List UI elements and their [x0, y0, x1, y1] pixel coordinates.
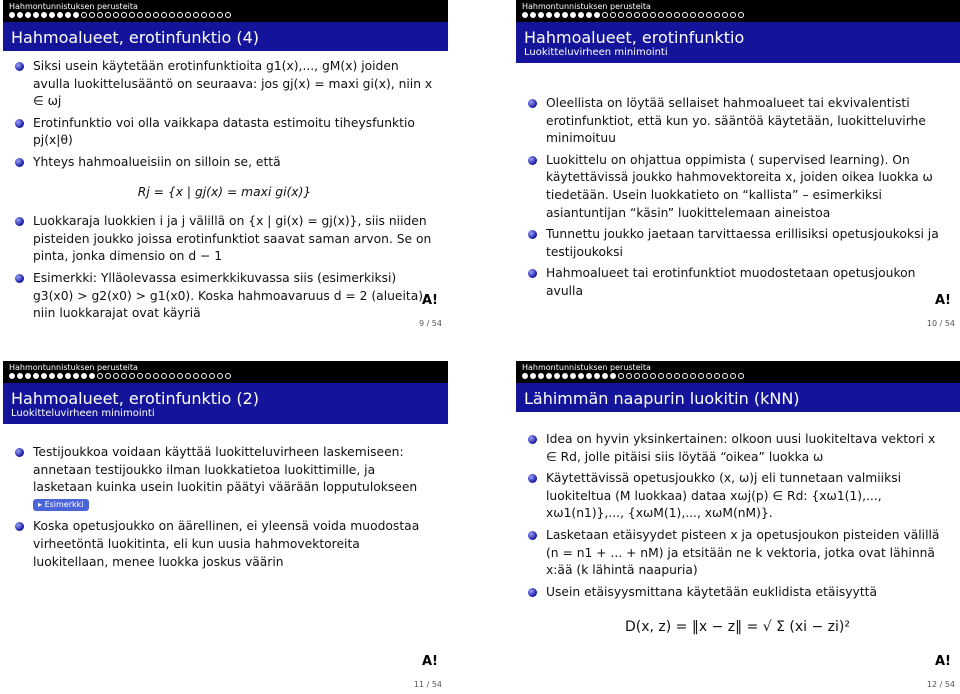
bullet-icon [528, 230, 537, 239]
progress-dot [722, 12, 728, 18]
bullet-icon [528, 99, 537, 108]
progress-dot [546, 12, 552, 18]
bullet-item [526, 265, 949, 300]
progress-dot [658, 373, 664, 379]
progress-dot [25, 373, 31, 379]
progress-dot [17, 12, 23, 18]
bullet-item [13, 270, 436, 323]
aalto-logo: A! [422, 654, 438, 669]
progress-dot [217, 12, 223, 18]
progress-dot [49, 12, 55, 18]
progress-dot [81, 373, 87, 379]
progress-dot [57, 12, 63, 18]
progress-dot [690, 12, 696, 18]
progress-dot [586, 373, 592, 379]
progress-dot [33, 12, 39, 18]
example-link-button[interactable]: ▸ Esimerkki [33, 499, 89, 511]
progress-dots [9, 12, 231, 18]
progress-dot [33, 373, 39, 379]
progress-dot [594, 12, 600, 18]
bullet-item [13, 444, 436, 514]
bullet-text: Hahmoalueet tai erotinfunktiot muodostetaan opetusjoukon avulla [546, 266, 916, 298]
bullet-text: Testijoukkoa voidaan käyttää luokitteluvirheen laskemiseen: annetaan testijoukko ilman luokkatietoa luokittimille, ja lasketaan kuinka usein luokitin päätyi väärään lopputulokseen [33, 445, 418, 495]
progress-dot [666, 12, 672, 18]
progress-dot [698, 373, 704, 379]
progress-dot [538, 373, 544, 379]
progress-dots [9, 373, 231, 379]
progress-dot [73, 12, 79, 18]
progress-dot [209, 12, 215, 18]
progress-dot [626, 373, 632, 379]
progress-dot [153, 373, 159, 379]
progress-dot [89, 12, 95, 18]
progress-dot [730, 12, 736, 18]
progress-dot [209, 373, 215, 379]
page-number: 11 / 54 [413, 680, 442, 689]
progress-dot [682, 373, 688, 379]
slide-header [3, 361, 448, 383]
progress-dot [137, 12, 143, 18]
progress-dot [602, 12, 608, 18]
slide-title-bar [516, 22, 960, 63]
progress-dot [9, 373, 15, 379]
progress-dot [522, 12, 528, 18]
progress-dot [626, 12, 632, 18]
progress-dot [650, 12, 656, 18]
slide-title-bar [516, 383, 960, 412]
bullet-item [526, 431, 949, 466]
bullet-icon [15, 158, 24, 167]
bullet-icon [15, 274, 24, 283]
progress-dot [522, 373, 528, 379]
progress-dot [225, 373, 231, 379]
bullet-icon [15, 217, 24, 226]
progress-dot [169, 373, 175, 379]
progress-dot [113, 12, 119, 18]
progress-dot [65, 373, 71, 379]
progress-dot [145, 373, 151, 379]
slide-subtitle: Luokitteluvirheen minimointi [524, 47, 668, 58]
slide-header [516, 0, 960, 22]
course-title: Hahmontunnistuksen perusteita [9, 363, 138, 372]
bullet-item [526, 584, 949, 602]
aalto-logo: A! [935, 654, 951, 669]
progress-dot [9, 12, 15, 18]
bullet-text: Erotinfunktio voi olla vaikkapa datasta estimoitu tiheysfunktio pj(x|θ) [33, 115, 415, 148]
progress-dot [666, 373, 672, 379]
progress-dot [690, 373, 696, 379]
bullet-item [13, 213, 436, 266]
bullet-item [526, 152, 949, 222]
bullet-icon [528, 269, 537, 278]
progress-dot [714, 373, 720, 379]
progress-dot [658, 12, 664, 18]
slide-title: Lähimmän naapurin luokitin (kNN) [524, 389, 800, 408]
progress-dot [674, 373, 680, 379]
slide-subtitle: Luokitteluvirheen minimointi [11, 408, 155, 419]
bullet-text: Oleellista on löytää sellaiset hahmoalueet tai ekvivalentisti erotinfunktiot, että kun yo. sääntöä käytetään, luokitteluvirhe minimoituu [546, 96, 926, 146]
progress-dot [674, 12, 680, 18]
bullet-item [526, 470, 949, 523]
progress-dot [562, 12, 568, 18]
progress-dot [177, 373, 183, 379]
bullet-icon [528, 435, 537, 444]
progress-dot [650, 373, 656, 379]
progress-dot [722, 373, 728, 379]
progress-dot [193, 373, 199, 379]
bullet-icon [528, 531, 537, 540]
progress-dot [618, 12, 624, 18]
bullet-text: Siksi usein käytetään erotinfunktioita g1(x),..., gM(x) joiden avulla luokittelusääntö on seuraava: jos gj(x) = maxi gi(x), niin x ∈ ωj [33, 59, 433, 109]
progress-dot [562, 373, 568, 379]
progress-dot [530, 373, 536, 379]
bullet-text: Koska opetusjoukko on äärellinen, ei yleensä voida muodostaa virheetöntä luokitinta, eli kun uusia hahmovektoreita luokitellaan, menee luokka joskus väärin [33, 519, 420, 569]
bullet-text: Käytettävissä opetusjoukko (x, ω)j eli tunnetaan valmiiksi luokiteltua (M luokkaa) dataa xωj(p) ∈ Rd: {xω1(1),..., xω1(n1)},..., {xωM(1),..., xωM(nM)}. [546, 471, 902, 521]
progress-dot [73, 373, 79, 379]
bullet-icon [528, 474, 537, 483]
progress-dot [121, 12, 127, 18]
progress-dot [602, 373, 608, 379]
progress-dot [530, 12, 536, 18]
progress-dot [642, 373, 648, 379]
slide-content [526, 431, 949, 637]
progress-dot [145, 12, 151, 18]
progress-dot [25, 12, 31, 18]
progress-dot [706, 12, 712, 18]
slide-header [516, 361, 960, 383]
progress-dot [97, 373, 103, 379]
progress-dot [41, 373, 47, 379]
slide-12 [516, 361, 960, 691]
progress-dot [153, 12, 159, 18]
page-number: 9 / 54 [418, 319, 442, 328]
slide-title: Hahmoalueet, erotinfunktio (4) [11, 28, 260, 47]
bullet-text: Tunnettu joukko jaetaan tarvittaessa erillisiksi opetusjoukoksi ja testijoukoksi [546, 227, 939, 259]
progress-dot [642, 12, 648, 18]
progress-dot [41, 12, 47, 18]
bullet-item [13, 58, 436, 111]
course-title: Hahmontunnistuksen perusteita [522, 2, 651, 11]
slide-content [13, 444, 436, 575]
progress-dot [105, 373, 111, 379]
progress-dot [538, 12, 544, 18]
bullet-item [13, 518, 436, 571]
progress-dots [522, 12, 744, 18]
aalto-logo: A! [422, 293, 438, 308]
progress-dot [57, 373, 63, 379]
progress-dot [89, 373, 95, 379]
bullet-item [13, 154, 436, 172]
progress-dot [554, 373, 560, 379]
progress-dot [578, 373, 584, 379]
slide-title: Hahmoalueet, erotinfunktio (2) [11, 389, 260, 408]
bullet-item [13, 115, 436, 150]
progress-dot [738, 12, 744, 18]
progress-dot [129, 12, 135, 18]
slide-content [13, 58, 436, 327]
progress-dot [634, 12, 640, 18]
progress-dot [554, 12, 560, 18]
page-number: 10 / 54 [926, 319, 955, 328]
progress-dot [65, 12, 71, 18]
bullet-text: Luokittelu on ohjattua oppimista ( supervised learning). On käytettävissä joukko hahmovektoreita x, joiden oikea luokka ω tiedetään. Usein luokkatieto on “kallista” – esimerkiksi asiantuntijan “käsin” luokittelemaan aineistoa [546, 152, 933, 220]
bullet-text: Lasketaan etäisyydet pisteen x ja opetusjoukon pisteiden välillä (n = n1 + ... + nM) ja etsitään ne k vektoria, jotka ovat lähinnä x:ää (k lähintä naapuria) [546, 527, 940, 578]
equation: Rj = {x | gj(x) = maxi gi(x)} [137, 184, 312, 199]
bullet-text: Luokkaraja luokkien i ja j välillä on {x | gi(x) = gj(x)}, siis niiden pisteiden joukko joissa erotinfunktiot saavat saman arvon. Se on pinta, jonka dimensio on d − 1 [33, 214, 432, 264]
bullet-item [526, 95, 949, 148]
progress-dot [49, 373, 55, 379]
progress-dot [570, 12, 576, 18]
progress-dot [546, 373, 552, 379]
progress-dots [522, 373, 744, 379]
progress-dot [129, 373, 135, 379]
bullet-icon [528, 156, 537, 165]
bullet-text: Usein etäisyysmittana käytetään euklidista etäisyyttä [546, 584, 877, 599]
progress-dot [185, 373, 191, 379]
slide-content [526, 95, 949, 305]
progress-dot [137, 373, 143, 379]
bullet-item [526, 527, 949, 580]
slide-title: Hahmoalueet, erotinfunktio [524, 28, 745, 47]
progress-dot [97, 12, 103, 18]
progress-dot [201, 12, 207, 18]
progress-dot [594, 373, 600, 379]
progress-dot [682, 12, 688, 18]
progress-dot [161, 373, 167, 379]
progress-dot [634, 373, 640, 379]
progress-dot [169, 12, 175, 18]
distance-formula: D(x, z) = ‖x − z‖ = √ Σ (xi − zi)² [624, 619, 850, 636]
bullet-icon [15, 448, 24, 457]
progress-dot [578, 12, 584, 18]
slide-10 [516, 0, 960, 330]
slide-header [3, 0, 448, 22]
progress-dot [193, 12, 199, 18]
progress-dot [161, 12, 167, 18]
progress-dot [81, 12, 87, 18]
progress-dot [610, 373, 616, 379]
course-title: Hahmontunnistuksen perusteita [9, 2, 138, 11]
progress-dot [177, 12, 183, 18]
progress-dot [121, 373, 127, 379]
progress-dot [113, 373, 119, 379]
slide-9 [3, 0, 448, 330]
progress-dot [586, 12, 592, 18]
page-number: 12 / 54 [926, 680, 955, 689]
progress-dot [706, 373, 712, 379]
progress-dot [738, 373, 744, 379]
aalto-logo: A! [935, 293, 951, 308]
slide-title-bar [3, 22, 448, 51]
progress-dot [730, 373, 736, 379]
progress-dot [225, 12, 231, 18]
course-title: Hahmontunnistuksen perusteita [522, 363, 651, 372]
bullet-text: Esimerkki: Ylläolevassa esimerkkikuvassa siis (esimerkiksi) g3(x0) > g2(x0) > g1(x0). Koska hahmoavaruus d = 2 (alueita), niin luokkarajat ovat käyriä [33, 270, 427, 321]
progress-dot [714, 12, 720, 18]
progress-dot [201, 373, 207, 379]
bullet-item [526, 226, 949, 261]
progress-dot [17, 373, 23, 379]
progress-dot [698, 12, 704, 18]
bullet-text: Yhteys hahmoalueisiin on silloin se, että [33, 154, 281, 169]
slide-title-bar [3, 383, 448, 424]
progress-dot [105, 12, 111, 18]
bullet-text: Idea on hyvin yksinkertainen: olkoon uusi luokiteltava vektori x ∈ Rd, jolle pitäisi siis löytää “oikea” luokka ω [546, 432, 936, 464]
bullet-icon [528, 588, 537, 597]
progress-dot [618, 373, 624, 379]
bullet-icon [15, 62, 24, 71]
slide-11 [3, 361, 448, 691]
bullet-icon [15, 119, 24, 128]
progress-dot [217, 373, 223, 379]
progress-dot [185, 12, 191, 18]
progress-dot [610, 12, 616, 18]
progress-dot [570, 373, 576, 379]
bullet-icon [15, 522, 24, 531]
